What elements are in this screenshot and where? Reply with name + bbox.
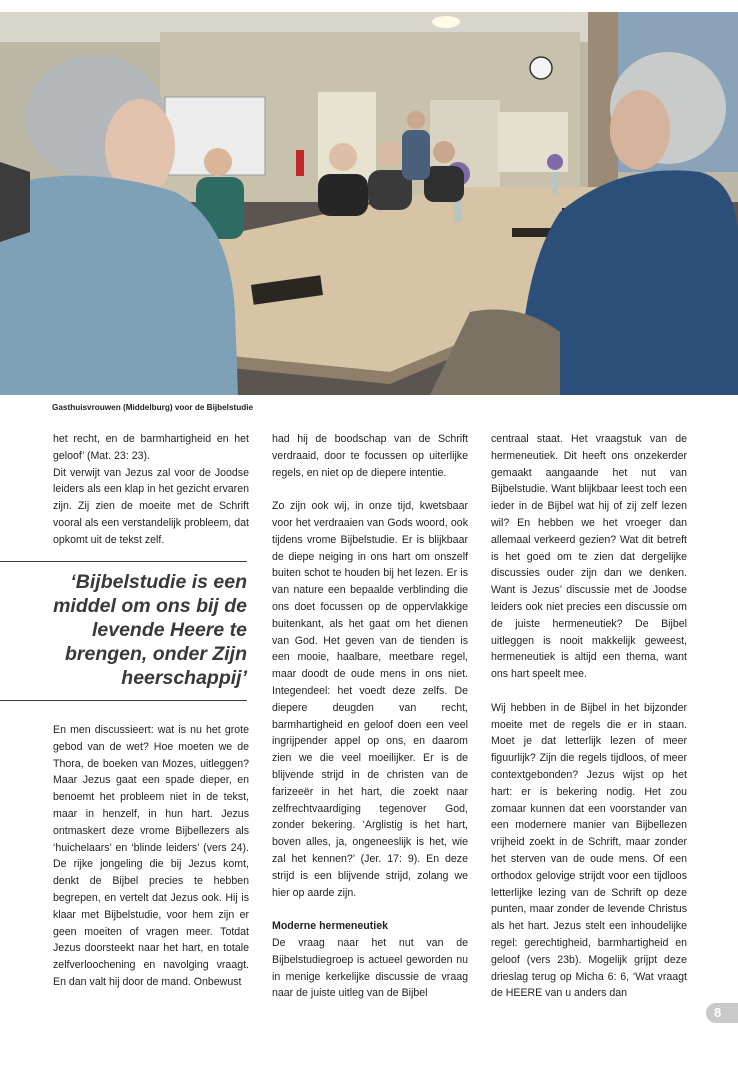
photo-caption: Gasthuisvrouwen (Middelburg) voor de Bijbelstudie bbox=[52, 403, 254, 412]
paragraph: had hij de boodschap van de Schrift verdraaid, door te focussen op uiterlijke regels, en niet op de diepere intentie. bbox=[272, 433, 468, 479]
pull-quote: ‘Bijbelstudie is een middel om ons bij de levende Heere te brengen, onder Zijn heerschappij’ bbox=[53, 571, 247, 689]
pull-quote-rule-top bbox=[0, 561, 247, 562]
column-3 bbox=[491, 431, 687, 1002]
paragraph: Wij hebben in de Bijbel in het bijzonder moeite met de regels die er in staan. Moet je dat letterlijk lezen of meer figuurlijk? Zijn die regels tijdloos, of meer contextgebonden? Jezus wijst op het hart: er is bekering nodig. Het zou zomaar kunnen dat een voorstander van een modernere manier van Bijbellezen vrijheid zoekt in de Schrift, maar zonder het sterven van de oude mens. Of een orthodox gelovige strijdt voor een tijdloos letterlijke lezing van de Schrift op deze punten, maar zonder de levende Christus als het hart. Jezus stelt een inhoudelijke regel: gerechtigheid, barmhartigheid en geloof (vers 23b). Mogelijk grijpt deze drieslag terug op Micha 6: 6, ‘Wat vraagt de HEERE van u anders dan bbox=[491, 701, 687, 1000]
paragraph: het recht, en de barmhartigheid en het geloof’ (Mat. 23: 23). bbox=[53, 433, 249, 462]
paragraph: Zo zijn ook wij, in onze tijd, kwetsbaar voor het verdraaien van Gods woord, ook tijdens vrome Bijbelstudie. Er is blijkbaar de diepe neiging in ons hart om onszelf buiten schot te houden bij het lezen. Er is van nature een bepaalde verblinding die ons doet focussen op de oppervlakkige buitenkant, als het gaat om het dienen van God. Het geven van de tienden is een mooie, haalbare, meetbare regel, maar doodt de oude mens in ons niet. Integendeel: het voedt deze zelfs. De diepere deugden van recht, barmhartigheid en geloof doen een veel ingrijpender appel op ons, en daarom zien we die veel moeilijker. Er is de blijvende strijd in de christen van de farizeeër in het hart, die zoekt naar zelfrechtvaardiging tegenover God, zonder bekering. ‘Arglistig is het hart, boven alles, ja, ongeneeslijk is het, wie zal het kennen?’ (Jer. 17: 9). En deze strijd is een blijvende strijd, zolang we hier op aarde zijn. bbox=[272, 500, 468, 899]
column-1-bottom bbox=[53, 722, 249, 991]
subheading: Moderne hermeneutiek bbox=[272, 920, 388, 933]
paragraph: De vraag naar het nut van de Bijbelstudiegroep is actueel geworden nu in menige kerkelijke discussie de vraag naar de juiste uitleg van de Bijbel bbox=[272, 936, 468, 1000]
column-1-top bbox=[53, 431, 249, 549]
column-2 bbox=[272, 431, 468, 1002]
paragraph: Dit verwijt van Jezus zal voor de Joodse leiders als een klap in het gezicht ervaren zijn. Zij zien de moeite met de Schrift vooral als een verstandelijk probleem, dat opkomt uit de tekst zelf. bbox=[53, 466, 249, 546]
paragraph: centraal staat. Het vraagstuk van de hermeneutiek. Dit heeft ons onzekerder gemaakt aangaande het nut van Bijbelstudie. Want blijkbaar leest toch een ieder in de Bijbel wat hij of zij zelf lezen wil? En hebben we het vroeger dan allemaal verkeerd gezien? Wat dit betreft is het goed om te zien dat dergelijke discussies ouder zijn dan we denken. Want is Jezus’ discussie met de Joodse leiders ook niet precies een discussie om de juiste hermeneutiek? De Bijbel uitleggen is nooit makkelijk geweest, hermeneutiek is altijd een thema, want ons hart speelt mee. bbox=[491, 433, 687, 681]
pull-quote-rule-bottom bbox=[0, 700, 247, 701]
paragraph: En men discussieert: wat is nu het grote gebod van de wet? Hoe moeten we de Thora, de boeken van Mozes, uitleggen? Maar Jezus gaat een spade dieper, en benoemt het probleem niet in de tekst, maar in henzelf, in hun hart. Jezus ontmaskert deze vrome Bijbellezers als ‘huichelaars’ en ‘blinde leiders’ (vers 24). De rijke jongeling die bij Jezus komt, denkt de Bijbel precies te hebben begrepen, en vertelt dat Jezus ook. Hij is klaar met Bijbelstudie, voor hem zijn er geen moeiten of vragen meer. Totdat Jezus doorsteekt naar het hart, en totale zelfverloochening en navolging vraagt. En dan valt hij door de mand. Onbewust bbox=[53, 724, 249, 988]
bible-study-photo bbox=[0, 12, 738, 395]
page-number: 8 bbox=[706, 1003, 738, 1023]
